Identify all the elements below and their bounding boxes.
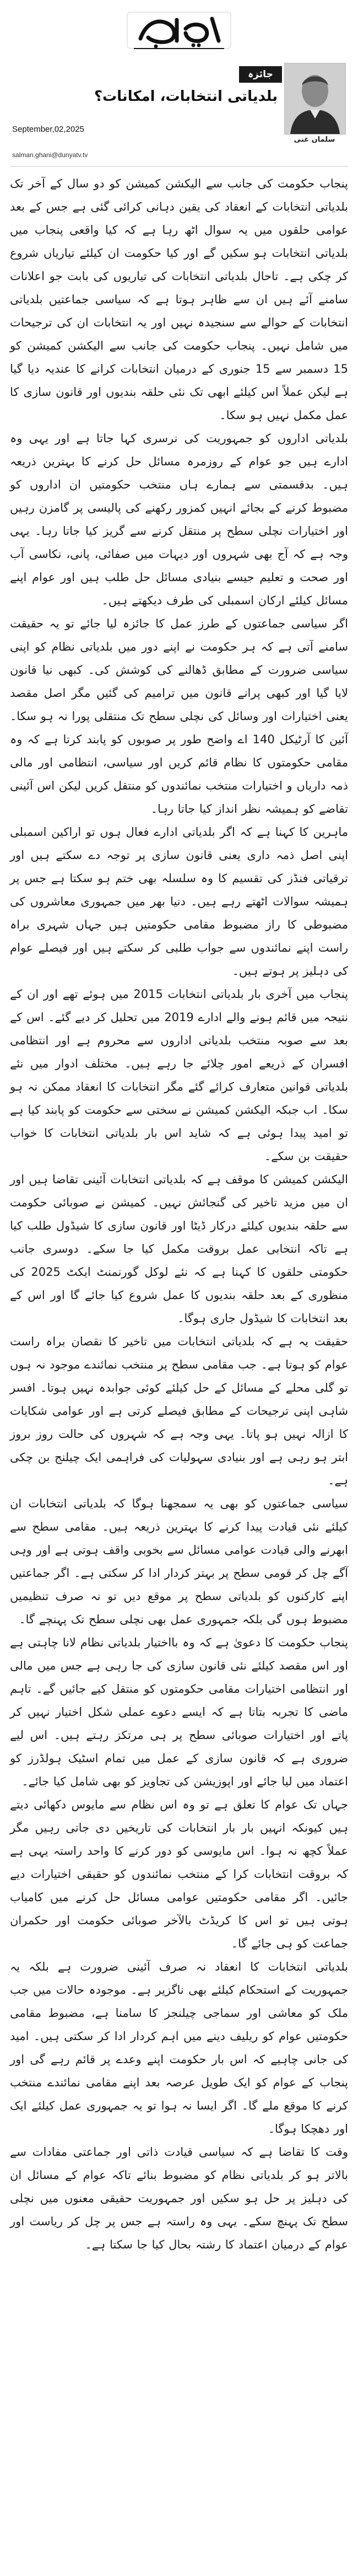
author-photo xyxy=(284,63,346,135)
author-name: سلمان غنی xyxy=(294,136,335,144)
article-paragraph: حقیقت یہ ہے کہ بلدیاتی انتخابات میں تاخیر کا نقصان براہ راست عوام کو ہوتا ہے۔ جب مقامی سطح پر منتخب نمائندے موجود نہ ہوں تو گلی محلے کے مسائل کے حل کیلئے کوئی جوابدہ نہیں ہوتا۔ افسر شاہی اپنی ترجیحات کے مطابق فیصلے کرتی ہے اور عوامی شکایات کا ازالہ نہیں ہو پاتا۔ یہی وجہ ہے کہ شہروں کی حالت روز بروز ابتر ہو رہی ہے اور بنیادی سہولیات کی فراہمی ایک چیلنج بن چکی ہے۔ xyxy=(10,1335,348,1487)
byline-section xyxy=(10,63,348,168)
article-paragraph: پنجاب حکومت کا دعویٰ ہے کہ وہ بااختیار بلدیاتی نظام لانا چاہتی ہے اور اس مقصد کیلئے نئی قانون سازی کی جا رہی ہے جس میں مالی اور انتظامی اختیارات مقامی حکومتوں کو منتقل کیے جائیں گے۔ تاہم ماضی کا تجربہ بتاتا ہے کہ ایسے دعوے عملی شکل اختیار نہیں کر پاتے اور اختیارات صوبائی سطح پر ہی مرتکز رہتے ہیں۔ اس لیے ضروری ہے کہ قانون سازی کے عمل میں تمام اسٹیک ہولڈرز کو اعتماد میں لیا جائے اور اپوزیشن کی تجاویز کو بھی شامل کیا جائے۔ xyxy=(10,1636,348,1788)
article-paragraph: اگر سیاسی جماعتوں کے طرز عمل کا جائزہ لیا جائے تو یہ حقیقت سامنے آتی ہے کہ ہر حکومت نے اپنے دور میں بلدیاتی نظام کو اپنی سیاسی ضرورت کے مطابق ڈھالنے کی کوشش کی۔ کبھی نیا قانون لایا گیا اور کبھی پرانے قانون میں ترامیم کی گئیں مگر اصل مقصد یعنی اختیارات اور وسائل کی نچلی سطح تک منتقلی پورا نہ ہو سکا۔ آئین کا آرٹیکل 140 اے واضح طور پر صوبوں کو پابند کرتا ہے کہ وہ مقامی حکومتوں کا نظام قائم کریں اور سیاسی، انتظامی اور مالی ذمہ داریاں و اختیارات منتخب نمائندوں کو منتقل کریں لیکن اس آئینی تقاضے کو ہمیشہ نظر انداز کیا جاتا رہا۔ xyxy=(10,617,348,815)
publication-date: September,02,2025 xyxy=(12,125,84,134)
newspaper-masthead-logo-icon xyxy=(124,7,234,54)
article-paragraph: سیاسی جماعتوں کو بھی یہ سمجھنا ہوگا کہ بلدیاتی انتخابات ان کیلئے نئی قیادت پیدا کرنے کا بہترین ذریعہ ہیں۔ مقامی سطح سے ابھرنے والی قیادت عوامی مسائل سے بخوبی واقف ہوتی ہے اور وہی آگے چل کر قومی سطح پر بہتر کردار ادا کر سکتی ہے۔ اگر جماعتیں اپنے کارکنوں کو بلدیاتی سطح پر موقع دیں تو نہ صرف تنظیمیں مضبوط ہوں گی بلکہ جمہوری عمل بھی نچلی سطح تک پہنچے گا۔ xyxy=(10,1497,348,1626)
article-paragraph: بلدیاتی انتخابات کا انعقاد نہ صرف آئینی ضرورت ہے بلکہ یہ جمہوریت کے استحکام کیلئے بھی ناگزیر ہے۔ موجودہ حالات میں جب ملک کو معاشی اور سماجی چیلنجز کا سامنا ہے، مضبوط مقامی حکومتیں عوام کو ریلیف دینے میں اہم کردار ادا کر سکتی ہیں۔ امید کی جانی چاہیے کہ اس بار حکومت اپنے وعدے پر قائم رہے گی اور پنجاب کے عوام کو ایک طویل عرصہ بعد اپنے مقامی نمائندے منتخب کرنے کا موقع ملے گا۔ اگر ایسا نہ ہوا تو یہ جمہوری عمل کیلئے ایک اور دھچکا ہوگا۔ xyxy=(10,1960,348,2135)
article-paragraph: جہاں تک عوام کا تعلق ہے تو وہ اس نظام سے مایوس دکھائی دیتے ہیں کیونکہ انہیں بار بار انتخابات کی تاریخیں دی جاتی رہیں مگر عملاً کچھ نہ ہوا۔ اس مایوسی کو دور کرنے کا واحد راستہ یہی ہے کہ بروقت انتخابات کرا کے منتخب نمائندوں کو حقیقی اختیارات دیے جائیں۔ اگر مقامی حکومتیں عوامی مسائل حل کرنے میں کامیاب ہوتی ہیں تو اس کا کریڈٹ بالآخر صوبائی حکومت اور حکمران جماعت کو ہی جائے گا۔ xyxy=(10,1798,348,1950)
article-paragraph: الیکشن کمیشن کا موقف ہے کہ بلدیاتی انتخابات آئینی تقاضا ہیں اور ان میں مزید تاخیر کی گنجائش نہیں۔ کمیشن نے صوبائی حکومت سے حلقہ بندیوں کیلئے درکار ڈیٹا اور قانون سازی کا شیڈول طلب کیا ہے تاکہ انتخابی عمل بروقت مکمل کیا جا سکے۔ دوسری جانب حکومتی حلقوں کا کہنا ہے کہ نئے لوکل گورنمنٹ ایکٹ 2025 کی منظوری کے بعد حلقہ بندیوں کا عمل شروع کیا جائے گا اور اس کے بعد انتخابات کا شیڈول جاری ہوگا۔ xyxy=(10,1173,348,1325)
article-body xyxy=(10,172,348,2256)
author-email: salman.ghani@dunyatv.tv xyxy=(12,151,88,159)
divider xyxy=(10,166,348,167)
masthead xyxy=(10,7,348,60)
article-paragraph: پنجاب حکومت کی جانب سے الیکشن کمیشن کو دو سال کے آخر تک بلدیاتی انتخابات کے انعقاد کی یقین دہانی کرائی گئی ہے جس کے بعد عوامی حلقوں میں یہ سوال اٹھ رہا ہے کہ کیا واقعی پنجاب میں بلدیاتی انتخابات ہو سکیں گے اور کیا حکومت ان کیلئے تیاریاں شروع کر چکی ہے۔ تاحال بلدیاتی انتخابات کی تیاریوں کی بابت جو اعلانات سامنے آئے ہیں ان سے ظاہر ہوتا ہے کہ سیاسی جماعتیں بلدیاتی انتخابات کے حوالے سے سنجیدہ نہیں اور یہ انتخابات ان کی ترجیحات میں شامل نہیں۔ پنجاب حکومت کی جانب سے الیکشن کمیشن کو 15 دسمبر سے 15 جنوری کے درمیان انتخابات کرانے کا عندیہ دیا گیا ہے لیکن عملاً اس کیلئے ابھی تک نئی حلقہ بندیوں اور قانون سازی کا عمل مکمل نہیں ہو سکا۔ xyxy=(10,177,348,422)
article-paragraph: ماہرین کا کہنا ہے کہ اگر بلدیاتی ادارے فعال ہوں تو اراکین اسمبلی اپنی اصل ذمہ داری یعنی قانون سازی پر توجہ دے سکتے ہیں اور ترقیاتی فنڈز کی تقسیم کا وہ سلسلہ بھی ختم ہو سکتا ہے جس پر ہمیشہ سوالات اٹھتے رہے ہیں۔ دنیا بھر میں جمہوری معاشروں کی مضبوطی کا راز مضبوط مقامی حکومتیں ہیں جہاں شہری براہ راست اپنے نمائندوں سے جواب طلبی کر سکتے ہیں اور فیصلے عوام کی دہلیز پر ہوتے ہیں۔ xyxy=(10,825,348,978)
article-paragraph: بلدیاتی اداروں کو جمہوریت کی نرسری کہا جاتا ہے اور یہی وہ ادارے ہیں جو عوام کے روزمرہ مسائل حل کرنے کا بہترین ذریعہ ہیں۔ بدقسمتی سے ہمارے ہاں منتخب حکومتیں ان اداروں کو مضبوط کرنے کے بجائے انہیں کمزور رکھنے کی پالیسی پر گامزن رہیں اور اختیارات نچلی سطح پر منتقل کرنے سے گریز کیا جاتا رہا۔ یہی وجہ ہے کہ آج بھی شہروں اور دیہات میں صفائی، پانی، نکاسی آب اور صحت و تعلیم جیسے بنیادی مسائل حل طلب ہیں اور عوام اپنے مسائل کیلئے ارکان اسمبلی کی طرف دیکھتے ہیں۔ xyxy=(10,432,348,607)
column-badge: جائزہ xyxy=(239,66,282,83)
article-paragraph: پنجاب میں آخری بار بلدیاتی انتخابات 2015 میں ہوئے تھے اور ان کے نتیجہ میں قائم ہونے والے ادارے 2019 میں تحلیل کر دیے گئے۔ اس کے بعد سے صوبہ منتخب بلدیاتی اداروں سے محروم ہے اور انتظامی افسران کے ذریعے امور چلائے جا رہے ہیں۔ مختلف ادوار میں نئے بلدیاتی قوانین متعارف کرائے گئے مگر انتخابات کا انعقاد ممکن نہ ہو سکا۔ اب جبکہ الیکشن کمیشن نے سختی سے حکومت کو پابند کیا ہے تو امید پیدا ہوئی ہے کہ شاید اس بار بلدیاتی انتخابات کا خواب حقیقت بن سکے۔ xyxy=(10,988,348,1163)
article-paragraph: وقت کا تقاضا ہے کہ سیاسی قیادت ذاتی اور جماعتی مفادات سے بالاتر ہو کر بلدیاتی نظام کو مضبوط بنائے تاکہ عوام کے مسائل ان کی دہلیز پر حل ہو سکیں اور جمہوریت حقیقی معنوں میں نچلی سطح تک پہنچ سکے۔ یہی وہ راستہ ہے جس پر چل کر ریاست اور عوام کے درمیان اعتماد کا رشتہ بحال کیا جا سکتا ہے۔ xyxy=(10,2145,348,2251)
article-headline: بلدیاتی انتخابات، امکانات؟ xyxy=(94,88,278,105)
